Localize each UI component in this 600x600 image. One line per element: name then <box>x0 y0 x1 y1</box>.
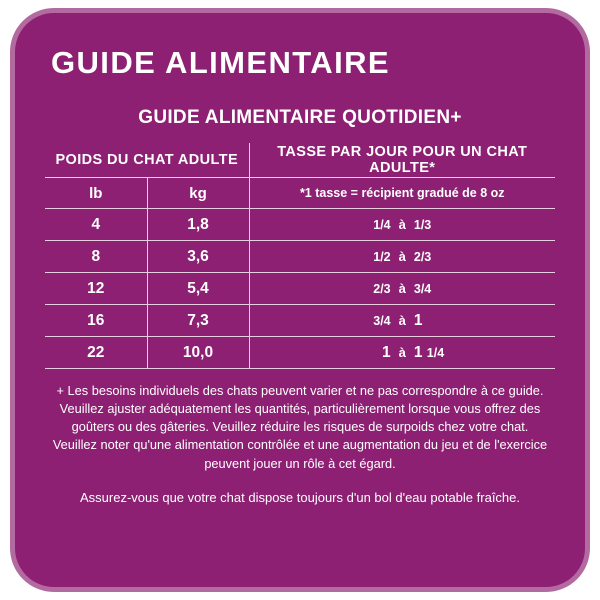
cell-weight-lb: 16 <box>45 305 147 337</box>
cell-amount: 2/3 à 3/4 <box>249 273 555 305</box>
cell-amount: 1/4 à 1/3 <box>249 209 555 241</box>
table-row <box>45 337 555 369</box>
cell-weight-kg: 10,0 <box>147 337 249 369</box>
cell-weight-kg: 1,8 <box>147 209 249 241</box>
column-header-kg: kg <box>147 178 249 209</box>
footnote-secondary: Assurez-vous que votre chat dispose toujours d'un bol d'eau potable fraîche. <box>79 489 520 505</box>
table-row <box>45 305 555 337</box>
range-separator: à <box>398 345 406 360</box>
range-separator: à <box>398 313 406 328</box>
cell-weight-lb: 4 <box>45 209 147 241</box>
column-header-weight: POIDS DU CHAT ADULTE <box>45 143 249 178</box>
table-title: GUIDE ALIMENTAIRE QUOTIDIEN+ <box>138 107 462 128</box>
panel-content <box>15 13 585 587</box>
feeding-table-block <box>45 107 555 369</box>
cell-amount-to: 1 <box>413 311 423 329</box>
page-title: GUIDE ALIMENTAIRE <box>51 45 390 80</box>
range-separator: à <box>398 249 406 264</box>
cell-weight-kg: 5,4 <box>147 273 249 305</box>
cell-weight-kg: 3,6 <box>147 241 249 273</box>
cell-weight-lb: 8 <box>45 241 147 273</box>
column-header-amount: TASSE PAR JOUR POUR UN CHAT ADULTE* <box>249 143 555 178</box>
cell-weight-lb: 12 <box>45 273 147 305</box>
cell-amount: 1 à 1 1/4 <box>249 337 555 369</box>
cell-amount: 1/2 à 2/3 <box>249 241 555 273</box>
feeding-guide-panel <box>10 8 590 592</box>
cup-definition-note: *1 tasse = récipient gradué de 8 oz <box>249 178 555 209</box>
table-subheader-row <box>45 178 555 209</box>
feeding-guide-table <box>45 143 555 369</box>
range-separator: à <box>398 281 406 296</box>
footnote-primary: + Les besoins individuels des chats peuvent varier et ne pas correspondre à ce guide. Veuillez ajuster adéquatement les quantités, particulièrement lorsque vous offrez des goûters ou des gâteries. Veuillez réduire les risques de surpoids chez votre chat. Veuillez noter qu'une alimentation contrôlée et une augmentation du jeu et de l'exercice peuvent jouer un rôle à cet égard. <box>52 383 548 471</box>
range-separator: à <box>398 217 406 232</box>
table-row <box>45 209 555 241</box>
cell-weight-kg: 7,3 <box>147 305 249 337</box>
table-row <box>45 273 555 305</box>
cell-weight-lb: 22 <box>45 337 147 369</box>
table-row <box>45 241 555 273</box>
cell-amount: 3/4 à 1 <box>249 305 555 337</box>
cell-amount-from: 1 <box>382 343 391 361</box>
table-header-row <box>45 143 555 178</box>
column-header-lb: lb <box>45 178 147 209</box>
